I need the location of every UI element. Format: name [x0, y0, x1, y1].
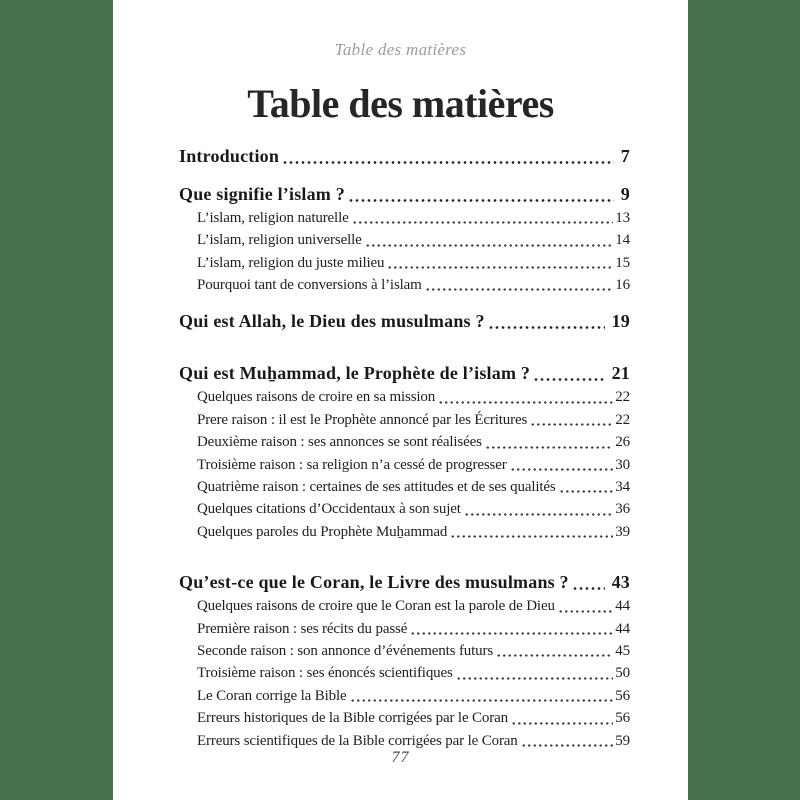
toc-page-number: 44 — [615, 598, 630, 615]
toc-leader-dots — [530, 423, 613, 426]
toc-leader-dots — [387, 266, 613, 269]
page-title: Table des matières — [247, 80, 554, 126]
toc-entry-label: Le Coran corrige la Bible — [197, 687, 347, 704]
toc-page-number: 16 — [615, 276, 630, 293]
toc-page-number: 44 — [615, 620, 630, 637]
toc-leader-dots — [456, 677, 614, 680]
toc-leader-dots — [511, 722, 613, 725]
toc-entry — [179, 570, 630, 595]
toc-entry — [179, 361, 630, 386]
toc-entry — [179, 595, 630, 617]
toc-page-number: 22 — [615, 389, 630, 406]
toc-page-number: 9 — [620, 183, 630, 204]
toc-entry — [179, 252, 630, 274]
toc-entry-label: Troisième raison : ses énoncés scientifiques — [197, 665, 453, 682]
toc-page-number: 15 — [615, 254, 630, 271]
toc-leader-dots — [464, 513, 614, 516]
toc-leader-dots — [488, 326, 605, 329]
toc-leader-dots — [450, 535, 613, 538]
toc-leader-dots — [559, 490, 614, 493]
toc-leader-dots — [521, 744, 614, 747]
toc-entry — [179, 640, 630, 662]
toc-leader-dots — [533, 378, 605, 381]
toc-entry — [179, 662, 630, 684]
toc-page-number: 21 — [611, 363, 630, 384]
running-header: Table des matières — [334, 40, 467, 59]
toc-leader-dots — [558, 610, 613, 613]
toc-page-number: 30 — [615, 456, 630, 473]
toc-entry — [179, 386, 630, 408]
toc-entry-label: Erreurs scientifiques de la Bible corrigées par le Coran — [197, 732, 518, 749]
toc-entry — [179, 476, 630, 498]
toc-entry — [179, 207, 630, 229]
toc-leader-dots — [425, 288, 614, 291]
toc-entry-label: Prere raison : il est le Prophète annoncé par les Écritures — [197, 411, 528, 428]
toc-entry-label: Deuxième raison : ses annonces se sont réalisées — [197, 434, 482, 451]
toc-entry — [179, 454, 630, 476]
toc-entry — [179, 274, 630, 296]
toc-entry-label: Quelques raisons de croire en sa mission — [197, 389, 436, 406]
toc-entry-label: Quelques raisons de croire que le Coran est la parole de Dieu — [197, 598, 555, 615]
book-page — [113, 0, 688, 800]
toc-leader-dots — [410, 632, 613, 635]
toc-entry — [179, 309, 630, 334]
right-color-band — [688, 0, 800, 800]
toc-leader-dots — [510, 468, 614, 471]
toc-entry-label: Qu’est-ce que le Coran, le Livre des musulmans ? — [179, 572, 569, 593]
toc-entry-label: Quatrième raison : certaines de ses attitudes et de ses qualités — [197, 478, 556, 495]
toc-entry-label: Première raison : ses récits du passé — [197, 620, 408, 637]
toc-entry-label: Pourquoi tant de conversions à l’islam — [197, 276, 422, 293]
toc-page-number: 45 — [615, 642, 630, 659]
toc-page-number: 14 — [615, 232, 630, 249]
toc-leader-dots — [438, 401, 613, 404]
toc-entry — [179, 498, 630, 520]
toc-entry — [179, 182, 630, 207]
left-color-band — [0, 0, 113, 800]
toc-page-number: 13 — [615, 209, 630, 226]
toc-entry-label: Qui est Allah, le Dieu des musulmans ? — [179, 311, 485, 332]
toc-entry — [179, 431, 630, 453]
toc-leader-dots — [485, 446, 614, 449]
toc-entry-label: Quelques paroles du Prophète Muẖammad — [197, 523, 448, 540]
toc-entry-label: Troisième raison : sa religion n’a cessé de progresser — [197, 456, 507, 473]
toc-entry-label: Erreurs historiques de la Bible corrigées par le Coran — [197, 710, 508, 727]
toc-page-number: 7 — [620, 145, 630, 166]
toc-leader-dots — [348, 199, 614, 202]
toc-page-number: 39 — [615, 523, 630, 540]
toc-page-number: 56 — [615, 687, 630, 704]
toc-entry-label: Qui est Muẖammad, le Prophète de l’islam ? — [179, 363, 531, 384]
toc-entry — [179, 229, 630, 251]
toc-entry — [179, 707, 630, 729]
toc-list — [179, 144, 630, 752]
toc-entry-label: Quelques citations d’Occidentaux à son sujet — [197, 501, 461, 518]
toc-entry-label: Seconde raison : son annonce d’événements futurs — [197, 642, 494, 659]
toc-entry-label: L’islam, religion universelle — [197, 232, 362, 249]
toc-entry-label: L’islam, religion naturelle — [197, 209, 349, 226]
toc-entry — [179, 618, 630, 640]
footer-page-number: 77 — [391, 749, 410, 766]
toc-entry — [179, 685, 630, 707]
toc-entry — [179, 409, 630, 431]
toc-entry-label: L’islam, religion du juste milieu — [197, 254, 385, 271]
toc-page-number: 22 — [615, 411, 630, 428]
toc-page-number: 19 — [611, 311, 630, 332]
toc-entry-label: Que signifie l’islam ? — [179, 183, 345, 204]
toc-leader-dots — [365, 244, 614, 247]
toc-leader-dots — [572, 587, 605, 590]
toc-entry — [179, 521, 630, 543]
toc-page-number: 50 — [615, 665, 630, 682]
toc-entry — [179, 144, 630, 169]
toc-leader-dots — [496, 654, 613, 657]
toc-page-number: 36 — [615, 501, 630, 518]
toc-page-number: 26 — [615, 434, 630, 451]
toc-page-number: 59 — [615, 732, 630, 749]
toc-page-number: 43 — [611, 572, 630, 593]
toc-entry-label: Introduction — [179, 145, 280, 166]
toc-page-number: 56 — [615, 710, 630, 727]
toc-leader-dots — [352, 221, 614, 224]
toc-leader-dots — [282, 161, 614, 164]
toc-leader-dots — [350, 699, 614, 702]
toc-page-number: 34 — [615, 478, 630, 495]
